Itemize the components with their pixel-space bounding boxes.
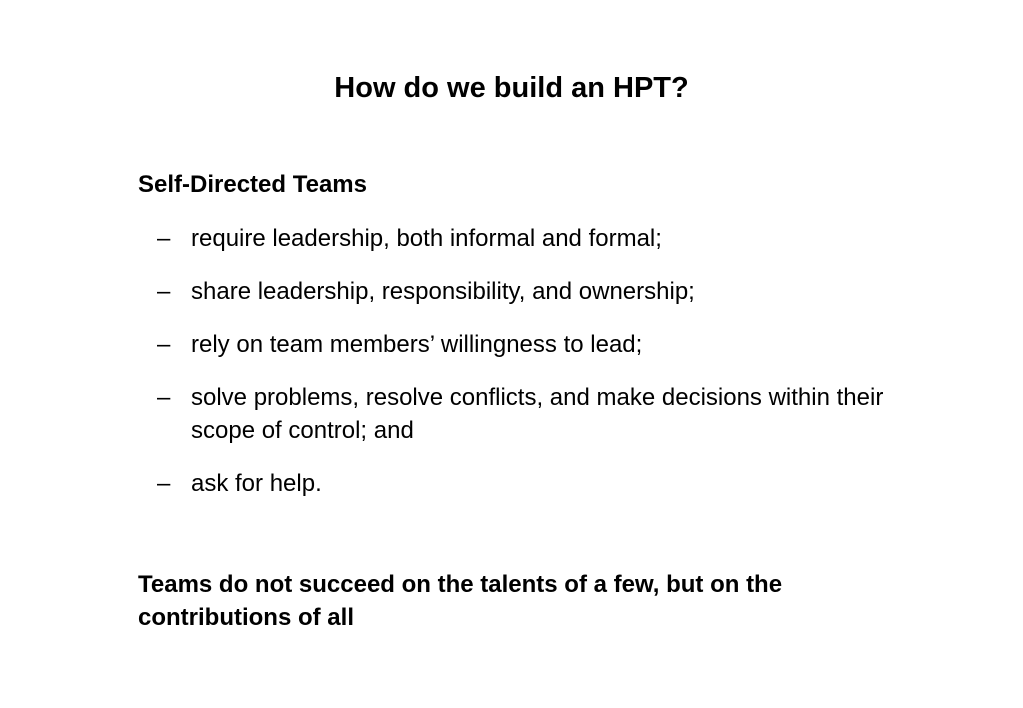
bullet-dash: – [157, 225, 171, 252]
bullet-text: solve problems, resolve conflicts, and make decisions within their scope of control; and [191, 384, 884, 444]
bullet-item [157, 328, 897, 361]
section-heading: Self-Directed Teams [138, 171, 367, 198]
slide-title: How do we build an HPT? [334, 72, 689, 104]
bullet-text: ask for help. [191, 470, 322, 497]
bullet-text: share leadership, responsibility, and ownership; [191, 278, 695, 305]
closing-statement: Teams do not succeed on the talents of a few, but on the contributions of all [138, 571, 783, 631]
bullet-text: rely on team members’ willingness to lead; [191, 331, 643, 358]
bullet-item [157, 467, 897, 500]
bullet-list [157, 222, 897, 520]
bullet-text: require leadership, both informal and formal; [191, 225, 662, 252]
bullet-item [157, 275, 897, 308]
bullet-item [157, 222, 897, 255]
bullet-dash: – [157, 278, 171, 305]
bullet-item [157, 381, 897, 447]
bullet-dash: – [157, 384, 171, 411]
bullet-dash: – [157, 470, 171, 497]
bullet-dash: – [157, 331, 171, 358]
